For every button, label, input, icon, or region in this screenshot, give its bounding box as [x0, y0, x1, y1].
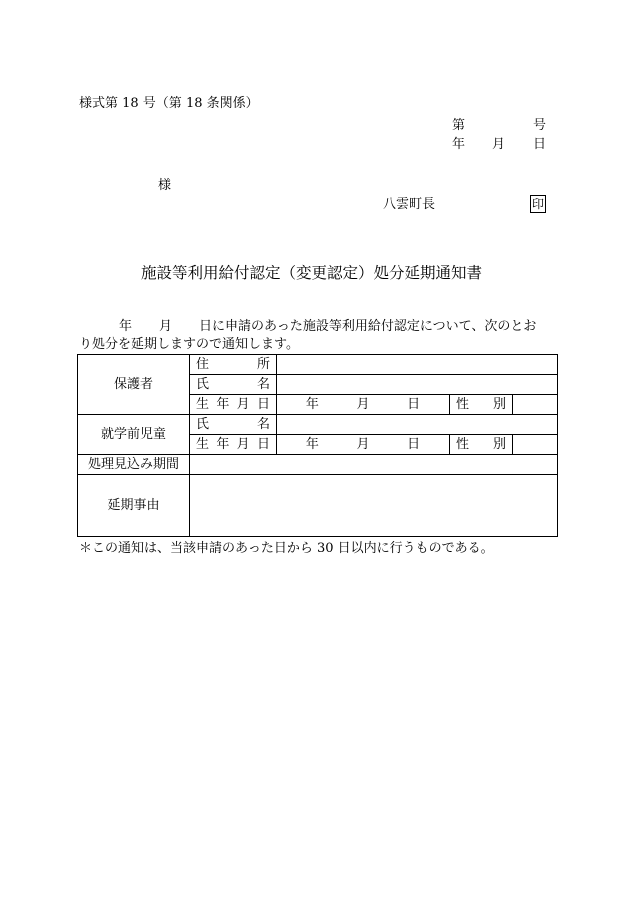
issuer-name: 八雲町長 [383, 197, 436, 212]
period-field[interactable] [190, 455, 558, 475]
child-sex-field[interactable] [513, 435, 558, 455]
reason-field[interactable] [190, 475, 558, 537]
guardian-header: 保護者 [78, 355, 190, 415]
intro-year: 年 [119, 319, 133, 334]
intro-month: 月 [159, 319, 173, 334]
guardian-name-field[interactable] [277, 375, 558, 395]
doc-date-month: 月 [492, 137, 506, 152]
guardian-address-field[interactable] [277, 355, 558, 375]
intro-line1: 日に申請のあった施設等利用給付認定について、次のとお [199, 319, 537, 334]
form-number: 様式第 18 号（第 18 条関係） [79, 96, 259, 111]
doc-number-suffix: 号 [533, 118, 547, 133]
intro-line2: り処分を延期しますので通知します。 [79, 337, 299, 352]
document-title: 施設等利用給付認定（変更認定）処分延期通知書 [141, 264, 483, 282]
child-header: 就学前児童 [78, 415, 190, 455]
guardian-sex-label: 性 別 [450, 395, 513, 415]
seal-mark: 印 [531, 197, 544, 211]
doc-date-day: 日 [533, 137, 547, 152]
child-birth-label: 生 年 月 日 [190, 435, 277, 455]
footnote: ＊この通知は、当該申請のあった日から 30 日以内に行うものである。 [79, 541, 494, 556]
doc-number-prefix: 第 [452, 118, 466, 133]
child-sex-label: 性 別 [450, 435, 513, 455]
guardian-birth-field[interactable]: 年 月 日 [277, 395, 450, 415]
guardian-sex-field[interactable] [513, 395, 558, 415]
child-birth-field[interactable]: 年 月 日 [277, 435, 450, 455]
guardian-birth-label: 生 年 月 日 [190, 395, 277, 415]
guardian-address-label: 住 所 [190, 355, 277, 375]
period-label: 処理見込み期間 [78, 455, 190, 475]
notice-form-table [77, 354, 558, 537]
child-name-label: 氏 名 [190, 415, 277, 435]
child-name-field[interactable] [277, 415, 558, 435]
guardian-name-label: 氏 名 [190, 375, 277, 395]
addressee-suffix: 様 [158, 178, 172, 193]
reason-label: 延期事由 [78, 475, 190, 537]
doc-date-year: 年 [452, 137, 466, 152]
